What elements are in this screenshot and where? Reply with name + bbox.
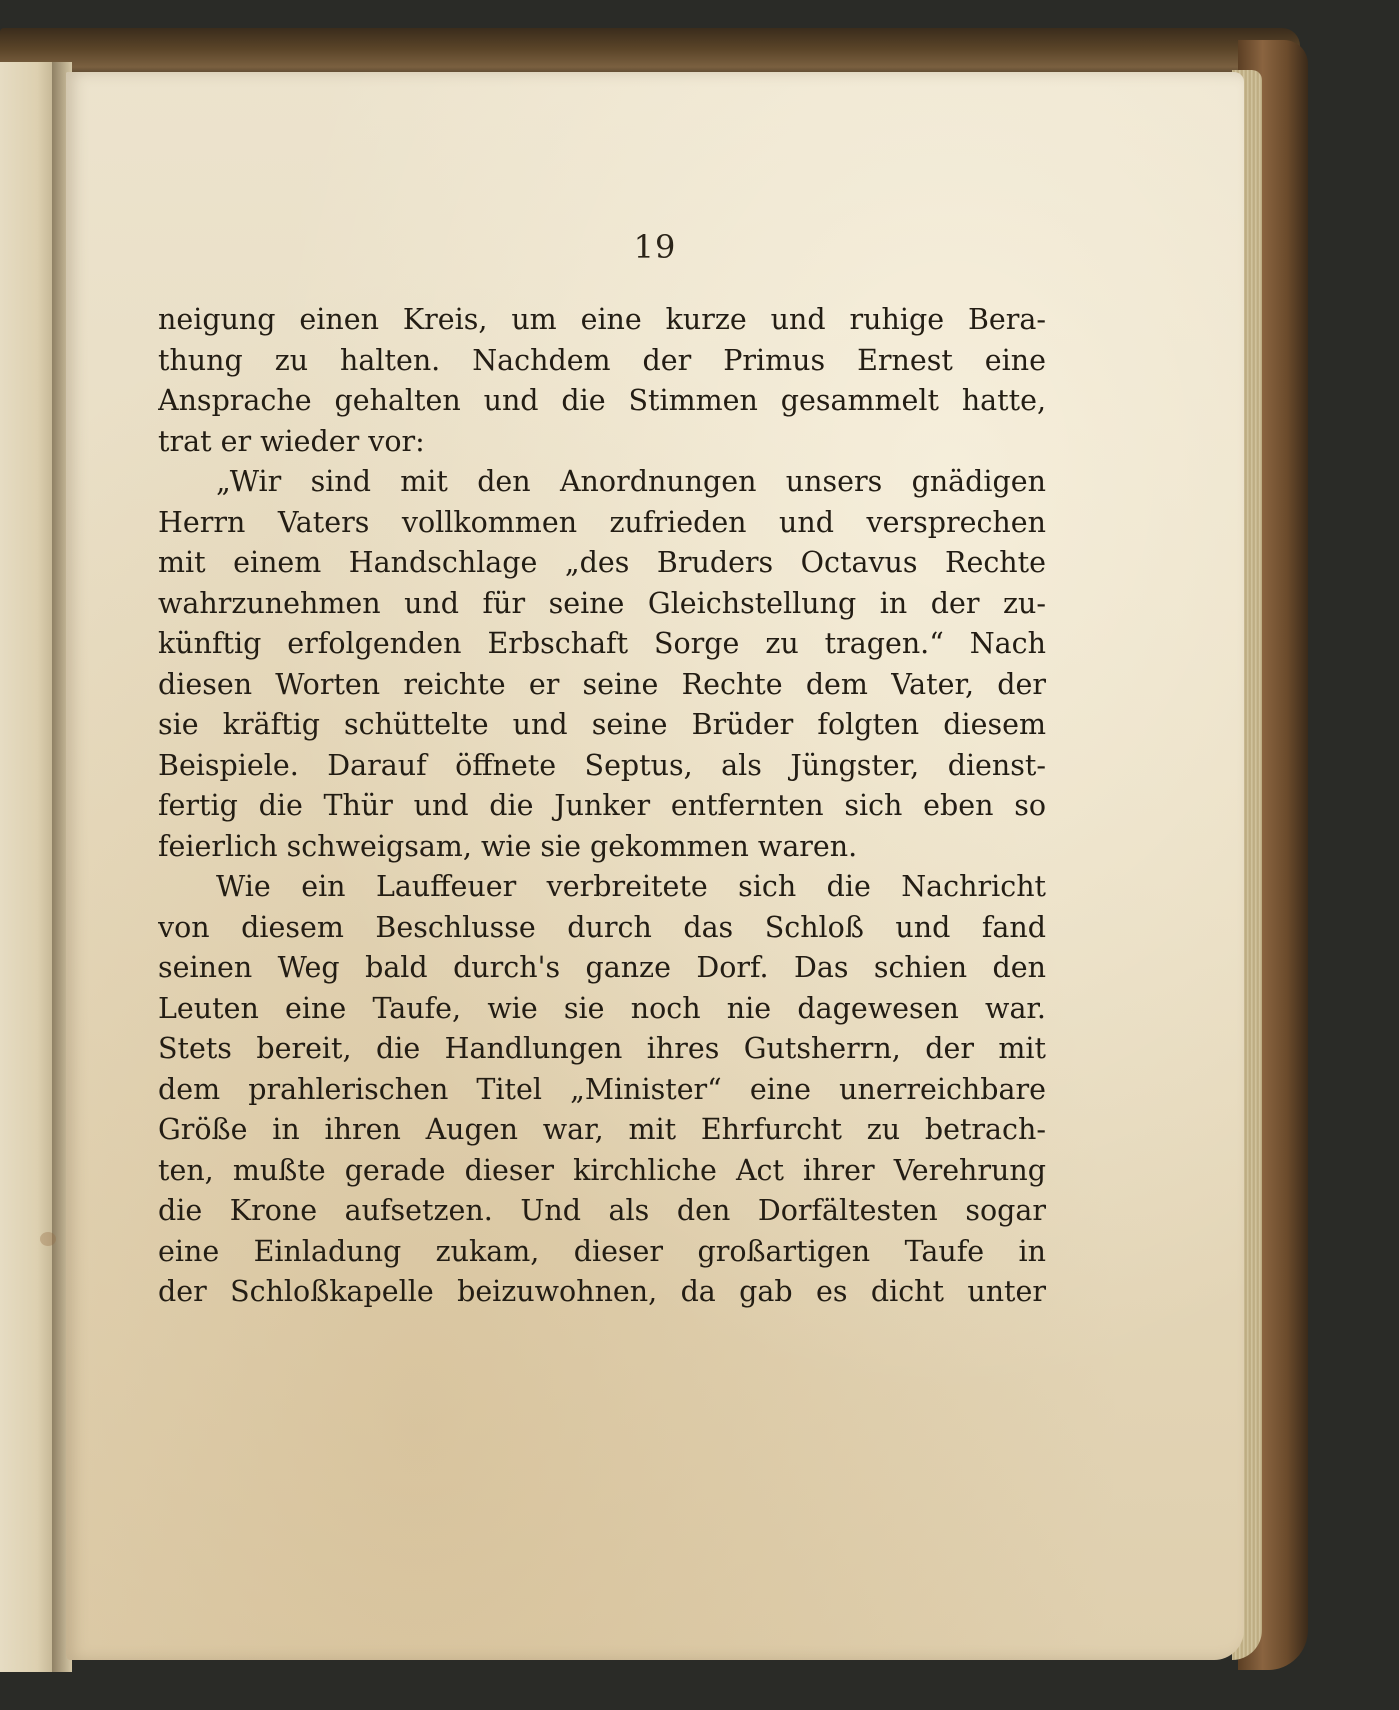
text-line: Ansprache gehalten und die Stimmen gesammelt hatte, bbox=[158, 384, 1046, 417]
book-page bbox=[66, 72, 1244, 1660]
text-line: Leuten eine Taufe, wie sie noch nie dagewesen war. bbox=[158, 991, 1046, 1025]
text-line: mit einem Handschlage „des Bruders Octavus Rechte bbox=[158, 546, 1046, 579]
text-line: der Schloßkapelle beizuwohnen, da gab es dicht unter bbox=[158, 1275, 1046, 1308]
text-line: künftig erfolgenden Erbschaft Sorge zu tragen.“ Nach bbox=[158, 627, 1046, 660]
text-line: ten, mußte gerade dieser kirchliche Act ihrer Verehrung bbox=[158, 1153, 1046, 1187]
text-line: von diesem Beschlusse durch das Schloß und fand bbox=[158, 910, 1046, 944]
text-line: Stets bereit, die Handlungen ihres Gutsherrn, der mit bbox=[158, 1032, 1046, 1065]
text-line: trat er wieder vor: bbox=[158, 424, 425, 458]
text-line: Beispiele. Darauf öffnete Septus, als Jüngster, dienst- bbox=[158, 748, 1046, 782]
text-line: neigung einen Kreis, um eine kurze und ruhige Bera- bbox=[158, 303, 1046, 336]
text-line: Wie ein Lauffeuer verbreitete sich die Nachricht bbox=[216, 870, 1046, 903]
text-line: dem prahlerischen Titel „Minister“ eine unerreichbare bbox=[158, 1072, 1046, 1106]
page-number: 19 bbox=[633, 228, 677, 266]
text-line: diesen Worten reichte er seine Rechte dem Vater, der bbox=[158, 667, 1046, 701]
text-line: eine Einladung zukam, dieser großartigen Taufe in bbox=[158, 1234, 1046, 1268]
text-line: „Wir sind mit den Anordnungen unsers gnädigen bbox=[216, 465, 1046, 498]
text-line: Herrn Vaters vollkommen zufrieden und versprechen bbox=[158, 505, 1046, 539]
text-line: seinen Weg bald durch's ganze Dorf. Das schien den bbox=[158, 951, 1046, 984]
text-line: thung zu halten. Nachdem der Primus Ernest eine bbox=[158, 343, 1046, 377]
text-line: Größe in ihren Augen war, mit Ehrfurcht zu betrach- bbox=[158, 1113, 1046, 1146]
paper-stain bbox=[40, 1232, 56, 1246]
text-line: fertig die Thür und die Junker entfernten sich eben so bbox=[158, 789, 1046, 822]
text-line: wahrzunehmen und für seine Gleichstellung in der zu- bbox=[158, 586, 1046, 620]
text-line: die Krone aufsetzen. Und als den Dorfältesten sogar bbox=[158, 1194, 1046, 1227]
text-line: sie kräftig schüttelte und seine Brüder folgten diesem bbox=[158, 708, 1046, 741]
text-line: feierlich schweigsam, wie sie gekommen waren. bbox=[158, 829, 858, 863]
page-text-block bbox=[158, 300, 1046, 1313]
